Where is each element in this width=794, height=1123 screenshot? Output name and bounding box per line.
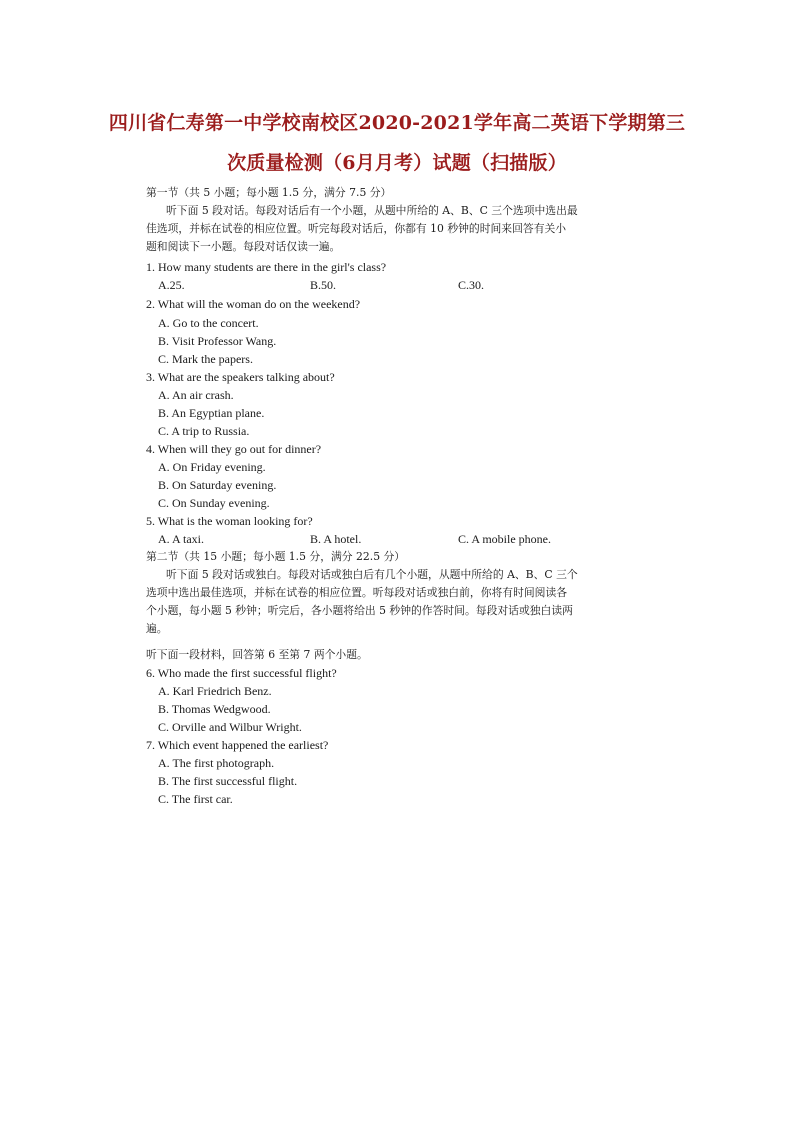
question-4-option-b: B. On Saturday evening. <box>158 478 277 492</box>
question-7: 7. Which event happened the earliest? <box>146 738 329 752</box>
question-5-option-a: A. A taxi. <box>158 532 205 546</box>
question-7-option-a: A. The first photograph. <box>158 756 275 770</box>
material-note: 听下面一段材料，回答第 6 至第 7 两个小题。 <box>146 648 368 661</box>
question-7-option-c: C. The first car. <box>158 792 233 806</box>
question-3: 3. What are the speakers talking about? <box>146 370 335 384</box>
section2-heading: 第二节（共 15 小题；每小题 1.5 分，满分 22.5 分） <box>146 550 406 563</box>
section1-heading: 第一节（共 5 小题；每小题 1.5 分，满分 7.5 分） <box>146 186 392 199</box>
question-5-option-c: C. A mobile phone. <box>458 532 551 546</box>
section2-instruction-1: 听下面 5 段对话或独白。每段对话或独白后有几个小题，从题中所给的 A、B、C 三个 <box>166 568 578 581</box>
question-3-option-a: A. An air crash. <box>158 388 234 402</box>
question-6: 6. Who made the first successful flight? <box>146 666 337 680</box>
section1-instruction-2: 佳选项，并标在试卷的相应位置。听完每段对话后，你都有 10 秒钟的时间来回答有关小 <box>146 222 567 235</box>
question-2-option-a: A. Go to the concert. <box>158 316 259 330</box>
document-title-line-2: 次质量检测（6月月考）试题（扫描版） <box>227 152 567 174</box>
section2-instruction-2: 选项中选出最佳选项，并标在试卷的相应位置。听每段对话或独白前，你将有时间阅读各 <box>146 586 568 599</box>
question-3-option-b: B. An Egyptian plane. <box>158 406 265 420</box>
scanned-exam-page <box>138 182 618 822</box>
question-2-option-b: B. Visit Professor Wang. <box>158 334 277 348</box>
question-2: 2. What will the woman do on the weekend? <box>146 297 361 311</box>
question-5-option-b: B. A hotel. <box>310 532 362 546</box>
question-6-option-c: C. Orville and Wilbur Wright. <box>158 720 302 734</box>
question-4-option-a: A. On Friday evening. <box>158 460 266 474</box>
question-7-option-b: B. The first successful flight. <box>158 774 298 788</box>
question-5: 5. What is the woman looking for? <box>146 514 313 528</box>
question-6-option-b: B. Thomas Wedgwood. <box>158 702 271 716</box>
question-1-option-a: A.25. <box>158 278 185 292</box>
question-2-option-c: C. Mark the papers. <box>158 352 253 366</box>
question-1-option-b: B.50. <box>310 278 337 292</box>
document-title-line-1: 四川省仁寿第一中学校南校区2020-2021学年高二英语下学期第三 <box>108 112 686 134</box>
question-1: 1. How many students are there in the girl's class? <box>146 260 387 274</box>
question-6-option-a: A. Karl Friedrich Benz. <box>158 684 272 698</box>
section1-instruction-1: 听下面 5 段对话。每段对话后有一个小题，从题中所给的 A、B、C 三个选项中选出最 <box>166 204 578 217</box>
question-1-option-c: C.30. <box>458 278 485 292</box>
section1-instruction-3: 题和阅读下一小题。每段对话仅读一遍。 <box>146 240 341 253</box>
section2-instruction-3: 个小题，每小题 5 秒钟；听完后，各小题将给出 5 秒钟的作答时间。每段对话或独白读两 <box>146 604 573 617</box>
question-4-option-c: C. On Sunday evening. <box>158 496 270 510</box>
question-3-option-c: C. A trip to Russia. <box>158 424 250 438</box>
question-4: 4. When will they go out for dinner? <box>146 442 322 456</box>
section2-instruction-4: 遍。 <box>146 622 168 635</box>
